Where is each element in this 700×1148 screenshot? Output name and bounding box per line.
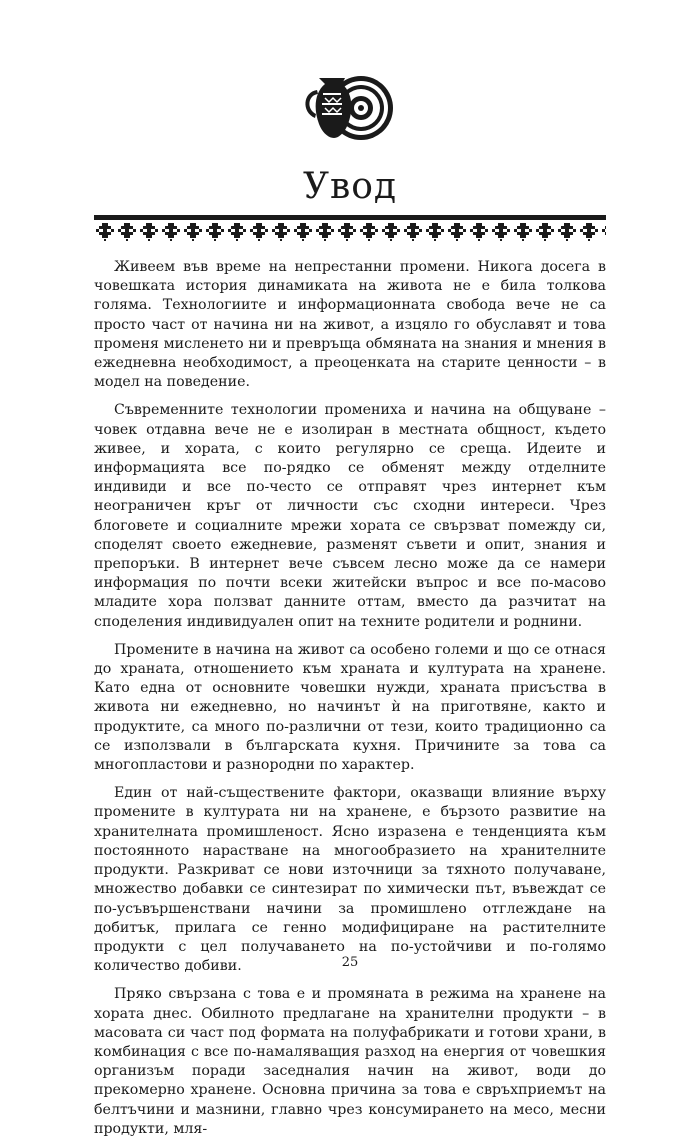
paragraph: Промените в начина на живот са особено големи и що се отнася до храната, отношението към храната и културата на хранене. Като една от основните човешки нужди, храната присъства в живота ни ежедневно, но начинът ѝ на приготвяне, както и продуктите, са много по-различни от тези, които традиционно са се използвали в българската кухня. Причините за това са многопластови и разнородни по характер. (94, 641, 606, 774)
body-text (94, 258, 606, 1148)
folk-embroidery-border-icon (94, 214, 606, 242)
paragraph: Пряко свързана с това е и промяната в режима на хранене на хората днес. Обилното предлагане на хранителни продукти – в масовата си част под формата на полуфабрикати и готови храни, в комбинация с все по-намаляващия разход на енергия от човешкия организъм поради заседналия начин на живот, води до прекомерно хранене. Основна причина за това е свръхприемът на белтъчини и мазнини, главно чрез консумирането на месо, месни продукти, мля- (94, 986, 606, 1137)
pottery-jug-and-plate-icon (295, 72, 405, 142)
paragraph: Съвременните технологии промениха и начина на общуване – човек отдавна вече не е изолиран в местната общност, където живее, и хората, с които регулярно се среща. Идеите и информацията все по-рядко се обменят между отделните индивиди и все по-често се отправят чрез интернет към неограничен кръг от личности със сходни интереси. Чрез блоговете и социалните мрежи хората се свързват помежду си, споделят своето ежедневие, разменят съвети и опит, знания и препоръки. В интернет вече съвсем лесно може да се намери информация по почти всеки житейски въпрос и все по-масово младите хора ползват данните оттам, вместо да разчитат на споделения индивидуален опит на техните родители и роднини. (94, 402, 606, 630)
page-number: 25 (341, 955, 359, 970)
paragraph: Живеем във време на непрестанни промени. Никога досега в човешката история динамиката на живота не е била толкова голяма. Технологиите и информационната свобода вече не са просто част от начина ни на живот, а изцяло го обуславят и това променя мисленето ни и превръща обмяната на знания и мнения в ежедневна необходимост, а преоценката на старите ценности – в модел на поведение. (94, 259, 606, 391)
paragraph: Един от най-съществените фактори, оказващи влияние върху промените в културата ни на хранене, е бързото развитие на хранителната промишленост. Ясно изразена е тенденцията към постоянното нарастване на многообразието на хранителните продукти. Разкриват се нови източници за тяхното получаване, множество добавки се синтезират по химически път, въвеждат се по-усъвършенствани начини за промишлено отглеждане на добитък, прилага се генно модифициране на растителните продукти с цел получаването на по-устойчиви и по-голямо количество добиви. (94, 785, 606, 975)
page-title: Увод (302, 166, 398, 207)
